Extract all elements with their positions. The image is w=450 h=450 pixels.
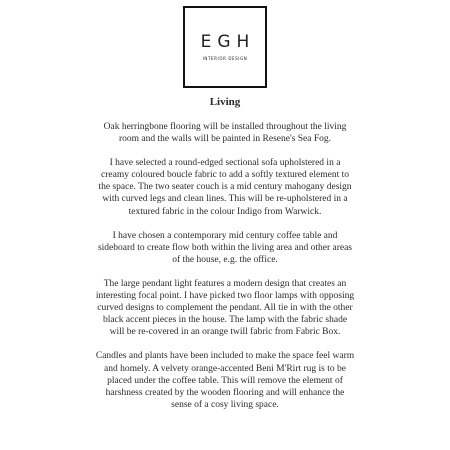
paragraph-lighting: The large pendant light features a modern design that creates an interesting focal point. I have picked two floor lamps with opposing curved designs to complement the pendant. All tie in with the other black accent pieces in the house. The lamp with the fabric shade will be re-covered in an orange twill fabric from Fabric Box. — [95, 278, 355, 338]
logo-subtitle: INTERIOR DESIGN — [202, 55, 248, 61]
paragraph-coffee-table: I have chosen a contemporary mid century coffee table and sideboard to create flow both within the living area and other areas of the house, e.g. the office. — [97, 230, 353, 265]
paragraph-sofa: I have selected a round-edged sectional sofa upholstered in a creamy coloured boucle fabric to add a softly textured element to the space. The two seater couch is a mid century mahogany design with curved legs and clean lines. This will be re-upholstered in a textured fabric in the colour Indigo from Warwick. — [98, 158, 352, 217]
description-body — [95, 121, 355, 423]
page-title: Living — [209, 96, 241, 108]
brand-logo — [183, 6, 267, 88]
logo-letters: EGH — [200, 31, 256, 52]
paragraph-flooring: Oak herringbone flooring will be installed throughout the living room and the walls will be painted in Resene's Sea Fog. — [103, 122, 347, 145]
paragraph-decor: Candles and plants have been included to make the space feel warm and homely. A velvety orange-accented Beni M'Rirt rug is to be placed under the coffee table. This will remove the element of harshness created by the wooden flooring and will enhance the sense of a cosy living space. — [95, 351, 355, 410]
